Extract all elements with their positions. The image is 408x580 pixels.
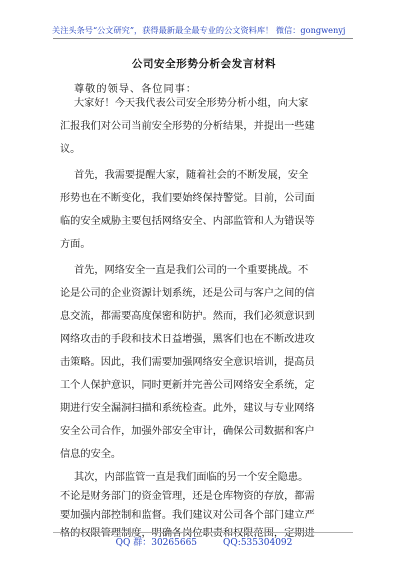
- body-line-15: 安全公司合作，加强外部安全审计，确保公司数据和客户: [60, 426, 315, 437]
- footer-divider: [53, 532, 353, 533]
- header-note: 关注头条号“公文研究”，获得最新最全最专业的公文资料库！ 微信：gongwenyj: [52, 25, 346, 35]
- body-line-18: 不论是财务部门的资金管理，还是仓库物资的存放，都需: [60, 491, 315, 502]
- body-line-1: 大家好！今天我代表公司安全形势分析小组，向大家: [74, 98, 309, 109]
- body-line-20: 格的权限管理制度，明确各岗位职责和权限范围，定期进: [60, 528, 315, 539]
- footer-qq: QQ:535304092: [223, 538, 293, 548]
- footer-contacts: [0, 535, 408, 548]
- body-line-9: 论是公司的企业资源计划系统，还是公司与客户之间的信: [60, 288, 315, 299]
- body-line-10: 息交流，都需要高度保密和防护。然而，我们必须意识到: [60, 311, 315, 322]
- body-line-8: 首先，网络安全一直是我们公司的一个重要挑战。不: [74, 265, 309, 276]
- body-line-14: 期进行安全漏洞扫描和系统检查。此外，建议与专业网络: [60, 403, 315, 414]
- body-line-12: 击策略。因此，我们需要加强网络安全意识培训，提高员: [60, 357, 315, 368]
- body-line-11: 网络攻击的手段和技术日益增强，黑客们也在不断改进攻: [60, 334, 315, 345]
- document-title: 公司安全形势分析会发言材料: [131, 58, 277, 70]
- body-line-2: 汇报我们对公司当前安全形势的分析结果，并提出一些建: [60, 121, 315, 132]
- greeting-line: 尊敬的领导、各位同事：: [74, 84, 198, 95]
- body-line-6: 临的安全威胁主要包括网络安全、内部监管和人为错误等: [60, 216, 315, 227]
- header-divider: [53, 38, 353, 39]
- body-line-3: 议。: [60, 144, 81, 155]
- body-line-4: 首先，我需要提醒大家，随着社会的不断发展，安全: [74, 170, 309, 181]
- body-line-7: 方面。: [60, 239, 91, 250]
- body-line-13: 工个人保护意识，同时更新并完善公司网络安全系统，定: [60, 380, 315, 391]
- body-line-19: 要加强内部控制和监督。我们建议对公司各个部门建立严: [60, 510, 315, 521]
- body-line-16: 信息的安全。: [60, 449, 122, 460]
- body-line-5: 形势也在不断变化，我们要始终保持警觉。目前，公司面: [60, 193, 315, 204]
- footer-qq-group: QQ 群：30265665: [115, 538, 198, 548]
- body-line-17: 其次，内部监管一直是我们面临的另一个安全隐患。: [74, 472, 309, 483]
